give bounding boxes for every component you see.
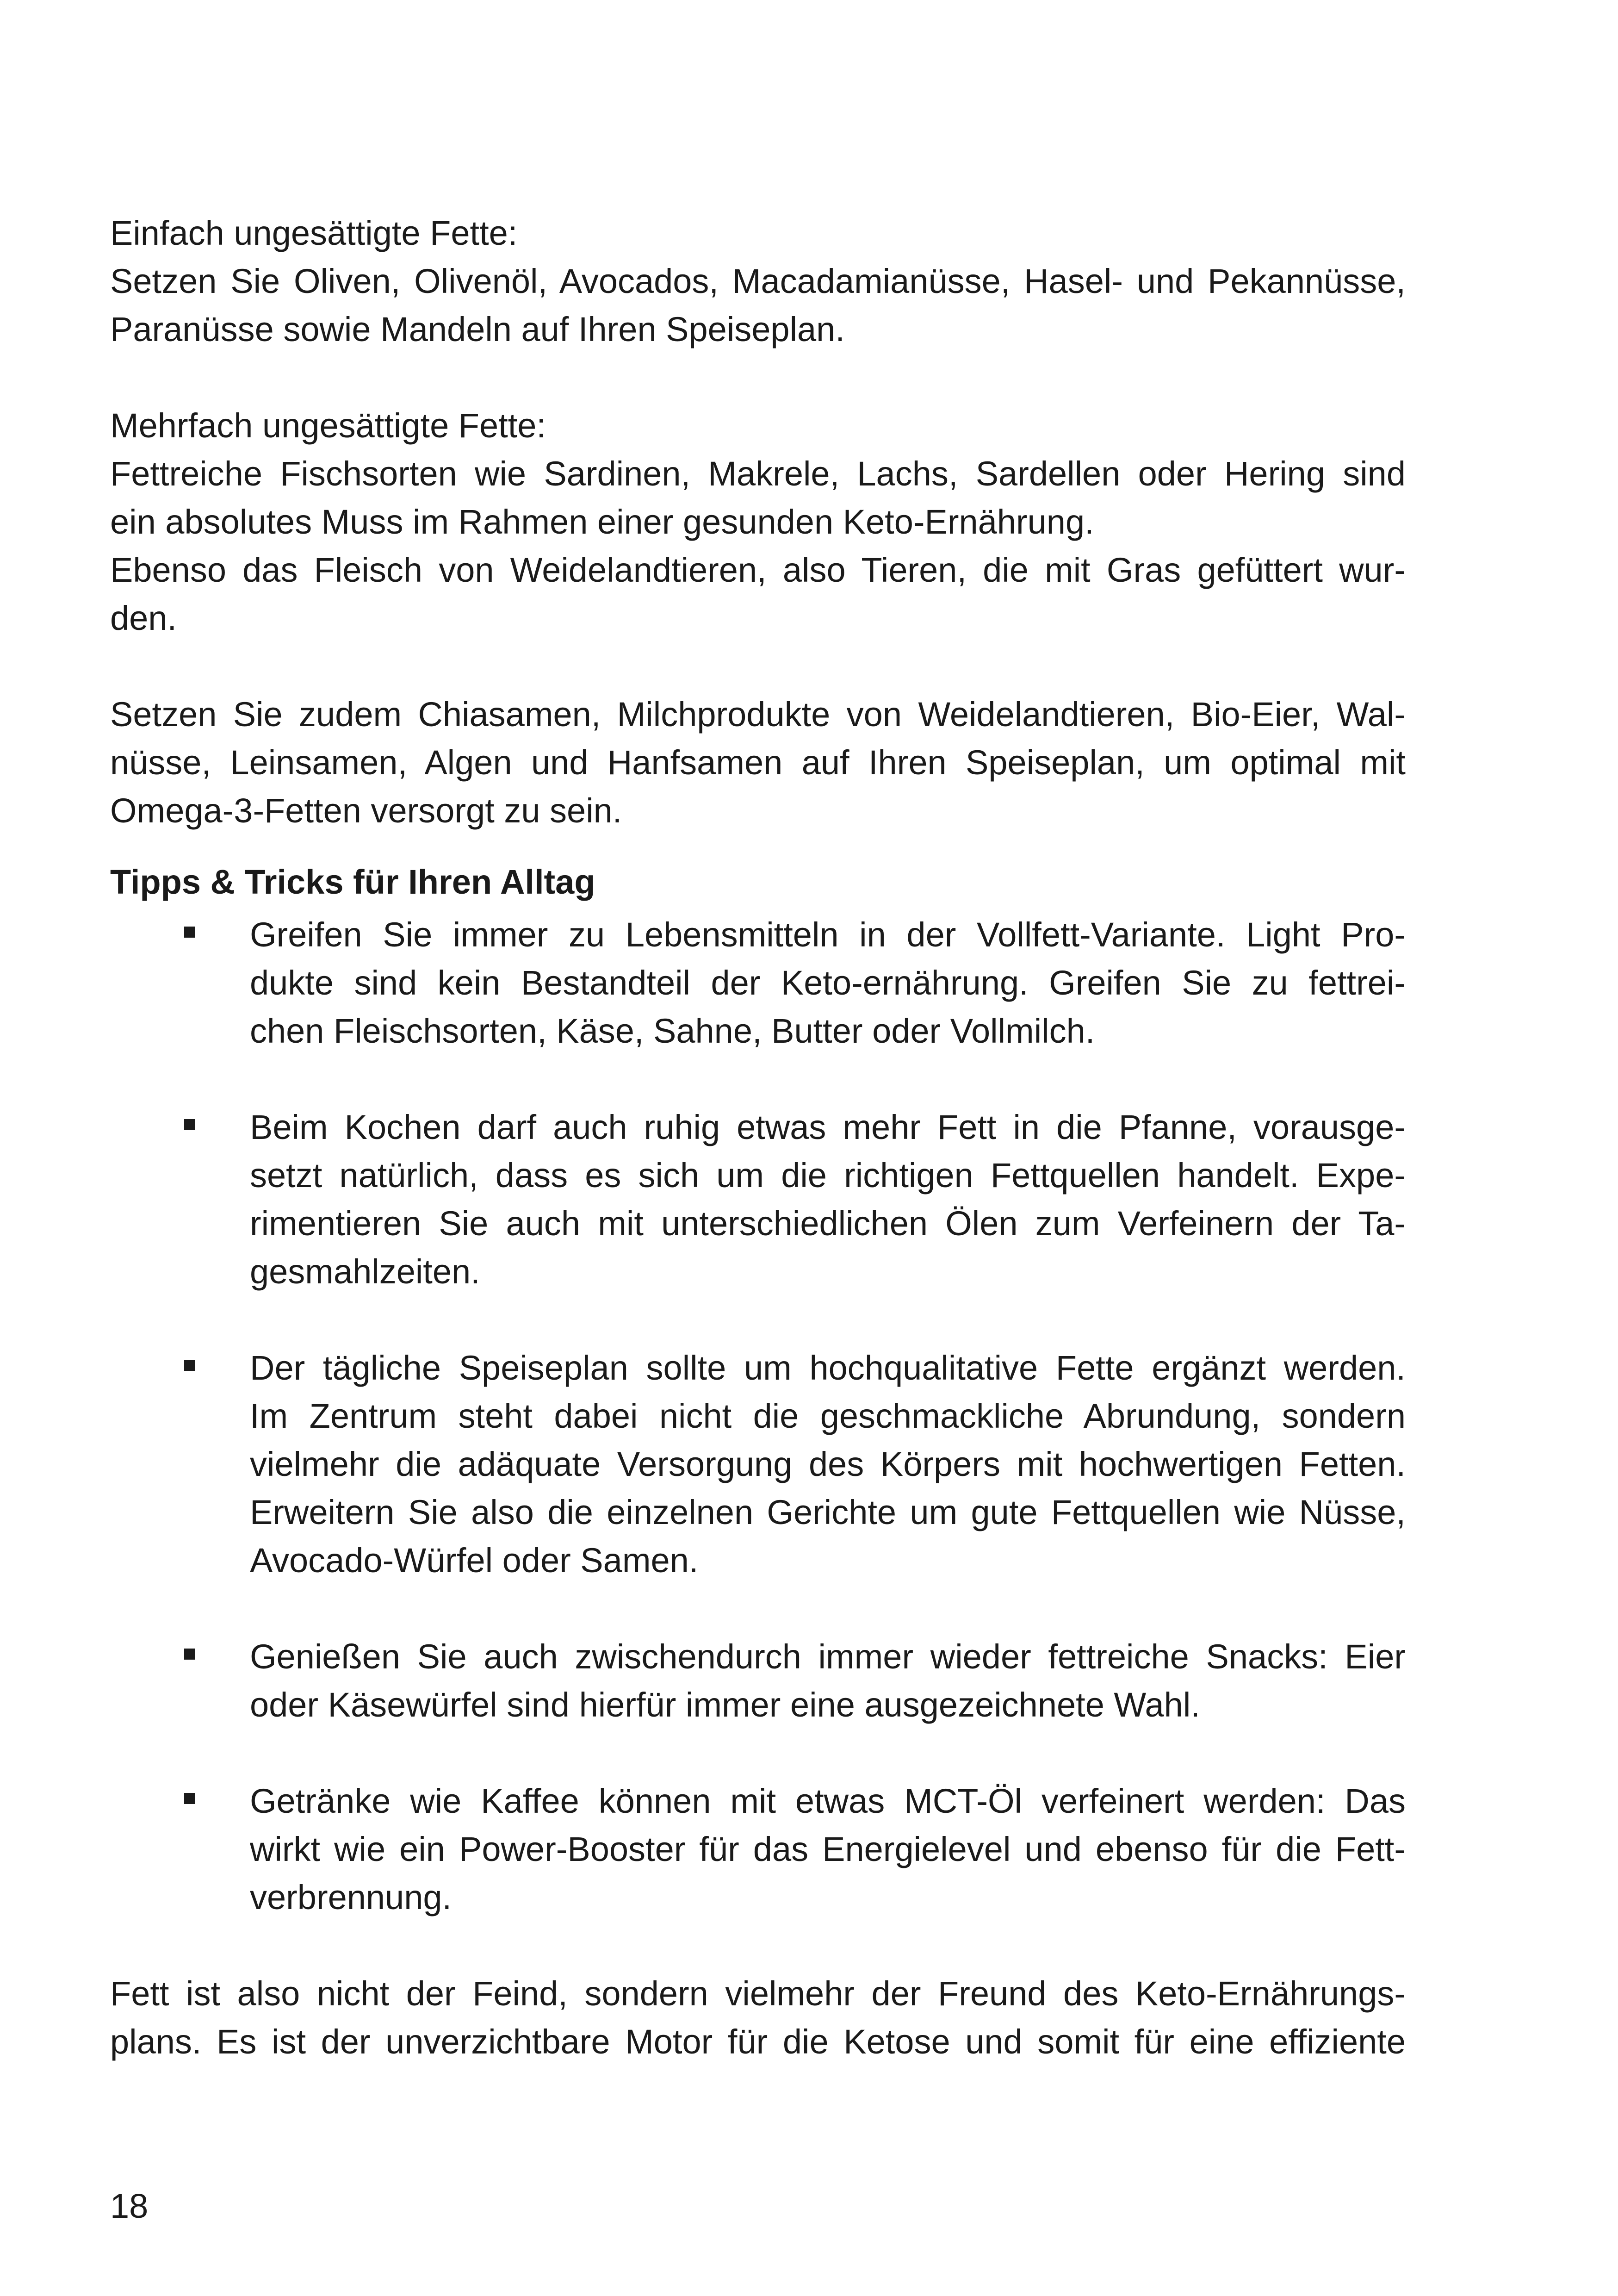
paragraph-line: ein absolutes Muss im Rahmen einer gesunden Keto-Ernährung. xyxy=(110,503,1094,541)
list-spacer xyxy=(110,1055,1406,1103)
paragraph-spacer xyxy=(110,354,1406,402)
list-item-line: verbrennung. xyxy=(250,1878,452,1916)
paragraph-line: Setzen Sie Oliven, Olivenöl, Avocados, Macadamianüsse, Hasel- und Pekannüsse, xyxy=(110,262,1406,300)
list-item xyxy=(110,1344,1406,1585)
section-monounsaturated-fats xyxy=(110,209,1406,354)
paragraph-spacer xyxy=(110,835,1406,858)
list-item-line: Im Zentrum steht dabei nicht die geschmackliche Abrundung, sondern xyxy=(250,1397,1406,1435)
paragraph-line: Ebenso das Fleisch von Weidelandtieren, also Tieren, die mit Gras gefüttert wur- xyxy=(110,551,1406,589)
list-item-line: wirkt wie ein Power-Booster für das Energielevel und ebenso für die Fett- xyxy=(250,1830,1406,1868)
list-item-line: Getränke wie Kaffee können mit etwas MCT-Öl verfeinert werden: Das xyxy=(250,1782,1406,1820)
list-spacer xyxy=(110,1296,1406,1344)
list-item-line: dukte sind kein Bestandteil der Keto-ernährung. Greifen Sie zu fettrei- xyxy=(250,964,1406,1002)
paragraph-line: Fett ist also nicht der Feind, sondern vielmehr der Freund des Keto-Ernährungs- xyxy=(110,1974,1406,2013)
paragraph-line: Fettreiche Fischsorten wie Sardinen, Makrele, Lachs, Sardellen oder Hering sind xyxy=(110,454,1406,493)
list-item-line: Der tägliche Speiseplan sollte um hochqualitative Fette ergänzt werden. xyxy=(250,1349,1406,1387)
list-item-line: Genießen Sie auch zwischendurch immer wieder fettreiche Snacks: Eier xyxy=(250,1637,1406,1676)
page-content xyxy=(110,209,1406,2066)
list-spacer xyxy=(110,1729,1406,1777)
square-bullet-icon xyxy=(184,1360,195,1371)
list-item-line: oder Käsewürfel sind hierfür immer eine ausgezeichnete Wahl. xyxy=(250,1686,1200,1724)
list-item-line: vielmehr die adäquate Versorgung des Körpers mit hochwertigen Fetten. xyxy=(250,1445,1406,1483)
paragraph-line: plans. Es ist der unverzichtbare Motor für die Ketose und somit für eine effiziente xyxy=(110,2022,1406,2061)
list-item-line: rimentieren Sie auch mit unterschiedlichen Ölen zum Verfeinern der Ta- xyxy=(250,1204,1406,1243)
list-item-line: gesmahlzeiten. xyxy=(250,1252,480,1291)
list-item-line: setzt natürlich, dass es sich um die richtigen Fettquellen handelt. Expe- xyxy=(250,1156,1406,1195)
square-bullet-icon xyxy=(184,1649,195,1660)
list-item xyxy=(110,1103,1406,1296)
paragraph-spacer xyxy=(110,1922,1406,1970)
list-item xyxy=(110,911,1406,1055)
square-bullet-icon xyxy=(184,1119,195,1130)
list-item xyxy=(110,1633,1406,1729)
square-bullet-icon xyxy=(184,927,195,938)
list-item xyxy=(110,1777,1406,1922)
paragraph-line: Omega-3-Fetten versorgt zu sein. xyxy=(110,791,622,830)
section-heading: Einfach ungesättigte Fette: xyxy=(110,214,518,252)
tips-heading: Tipps & Tricks für Ihren Alltag xyxy=(110,863,595,901)
list-spacer xyxy=(110,1585,1406,1633)
section-omega3 xyxy=(110,691,1406,835)
paragraph-spacer xyxy=(110,642,1406,691)
closing-paragraph xyxy=(110,1970,1406,2066)
list-item-line: Greifen Sie immer zu Lebensmitteln in der Vollfett-Variante. Light Pro- xyxy=(250,915,1406,954)
section-heading: Mehrfach ungesättigte Fette: xyxy=(110,406,546,445)
paragraph-line: nüsse, Leinsamen, Algen und Hanfsamen auf Ihren Speiseplan, um optimal mit xyxy=(110,743,1406,782)
paragraph-line: Setzen Sie zudem Chiasamen, Milchprodukte von Weidelandtieren, Bio-Eier, Wal- xyxy=(110,695,1406,734)
list-item-line: chen Fleischsorten, Käse, Sahne, Butter oder Vollmilch. xyxy=(250,1012,1095,1050)
section-polyunsaturated-fats xyxy=(110,402,1406,642)
page-number: 18 xyxy=(110,2187,149,2225)
list-item-line: Beim Kochen darf auch ruhig etwas mehr Fett in die Pfanne, vorausge- xyxy=(250,1108,1406,1146)
square-bullet-icon xyxy=(184,1793,195,1804)
tips-list xyxy=(110,911,1406,1922)
paragraph-line: Paranüsse sowie Mandeln auf Ihren Speiseplan. xyxy=(110,310,845,348)
list-item-line: Erweitern Sie also die einzelnen Gerichte um gute Fettquellen wie Nüsse, xyxy=(250,1493,1406,1531)
paragraph-line: den. xyxy=(110,599,177,637)
list-item-line: Avocado-Würfel oder Samen. xyxy=(250,1541,699,1580)
